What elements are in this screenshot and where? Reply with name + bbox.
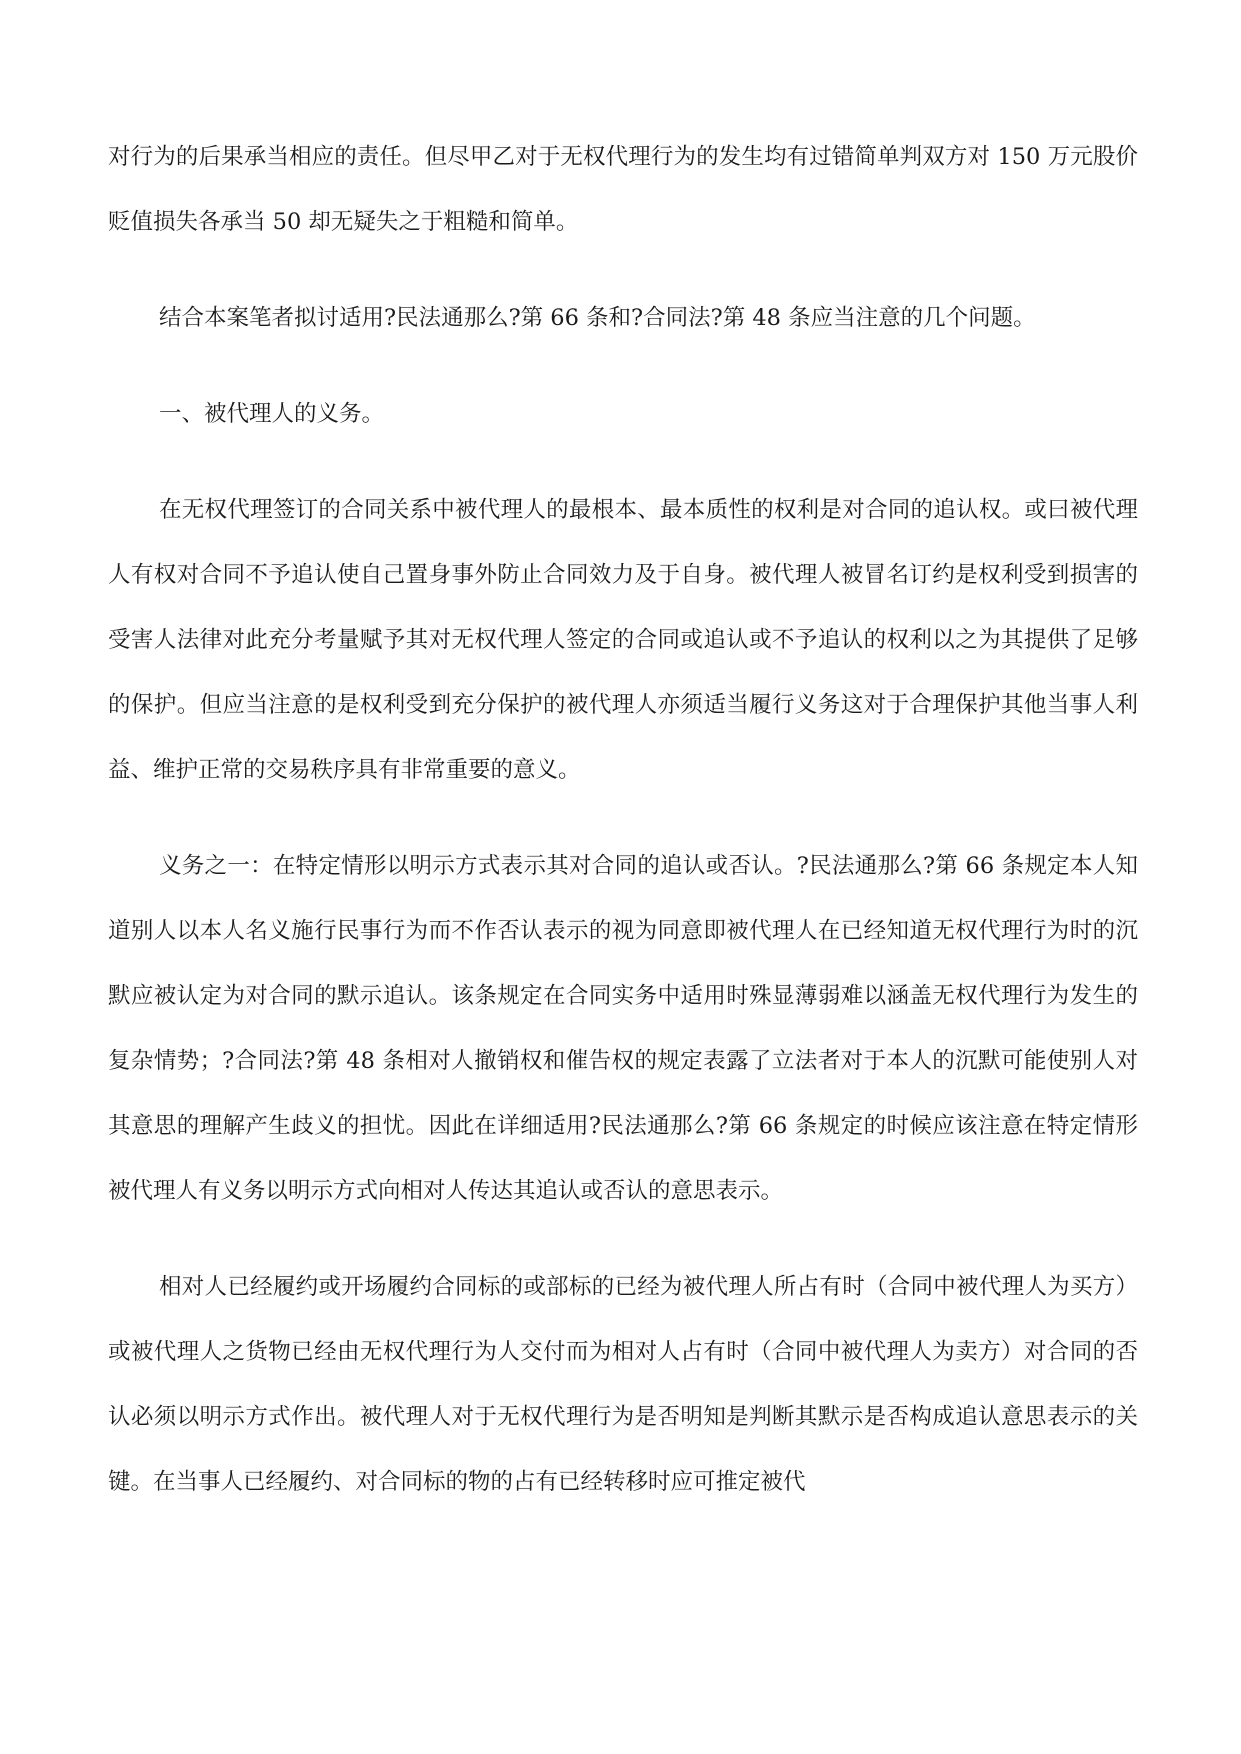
paragraph-performance: 相对人已经履约或开场履约合同标的或部标的已经为被代理人所占有时（合同中被代理人为买方）或被代理人之货物已经由无权代理行为人交付而为相对人占有时（合同中被代理人为卖方）对合同的否认必须以明示方式作出。被代理人对于无权代理行为是否明知是判断其默示是否构成追认意思表示的关键。在当事人已经履约、对合同标的物的占有已经转移时应可推定被代 [108, 1274, 1138, 1495]
paragraph-continuation: 对行为的后果承当相应的责任。但尽甲乙对于无权代理行为的发生均有过错简单判双方对 150 万元股价贬值损失各承当 50 却无疑失之于粗糙和简单。 [108, 144, 1138, 235]
paragraph-intro: 结合本案笔者拟讨适用?民法通那么?第 66 条和?合同法?第 48 条应当注意的几个问题。 [159, 305, 1036, 331]
paragraph-duty-one: 义务之一：在特定情形以明示方式表示其对合同的追认或否认。?民法通那么?第 66 条规定本人知道别人以本人名义施行民事行为而不作否认表示的视为同意即被代理人在已经知道无权代理行为时的沉默应被认定为对合同的默示追认。该条规定在合同实务中适用时殊显薄弱难以涵盖无权代理行为发生的复杂情势；?合同法?第 48 条相对人撤销权和催告权的规定表露了立法者对于本人的沉默可能使别人对其意思的理解产生歧义的担忧。因此在详细适用?民法通那么?第 66 条规定的时候应该注意在特定情形被代理人有义务以明示方式向相对人传达其追认或否认的意思表示。 [108, 853, 1138, 1204]
paragraph-rights: 在无权代理签订的合同关系中被代理人的最根本、最本质性的权利是对合同的追认权。或曰被代理人有权对合同不予追认使自己置身事外防止合同效力及于自身。被代理人被冒名订约是权利受到损害的受害人法律对此充分考量赋予其对无权代理人签定的合同或追认或不予追认的权利以之为其提供了足够的保护。但应当注意的是权利受到充分保护的被代理人亦须适当履行义务这对于合理保护其他当事人利益、维护正常的交易秩序具有非常重要的意义。 [108, 497, 1138, 783]
document-body [108, 125, 1138, 1546]
section-heading: 一、被代理人的义务。 [159, 401, 385, 427]
